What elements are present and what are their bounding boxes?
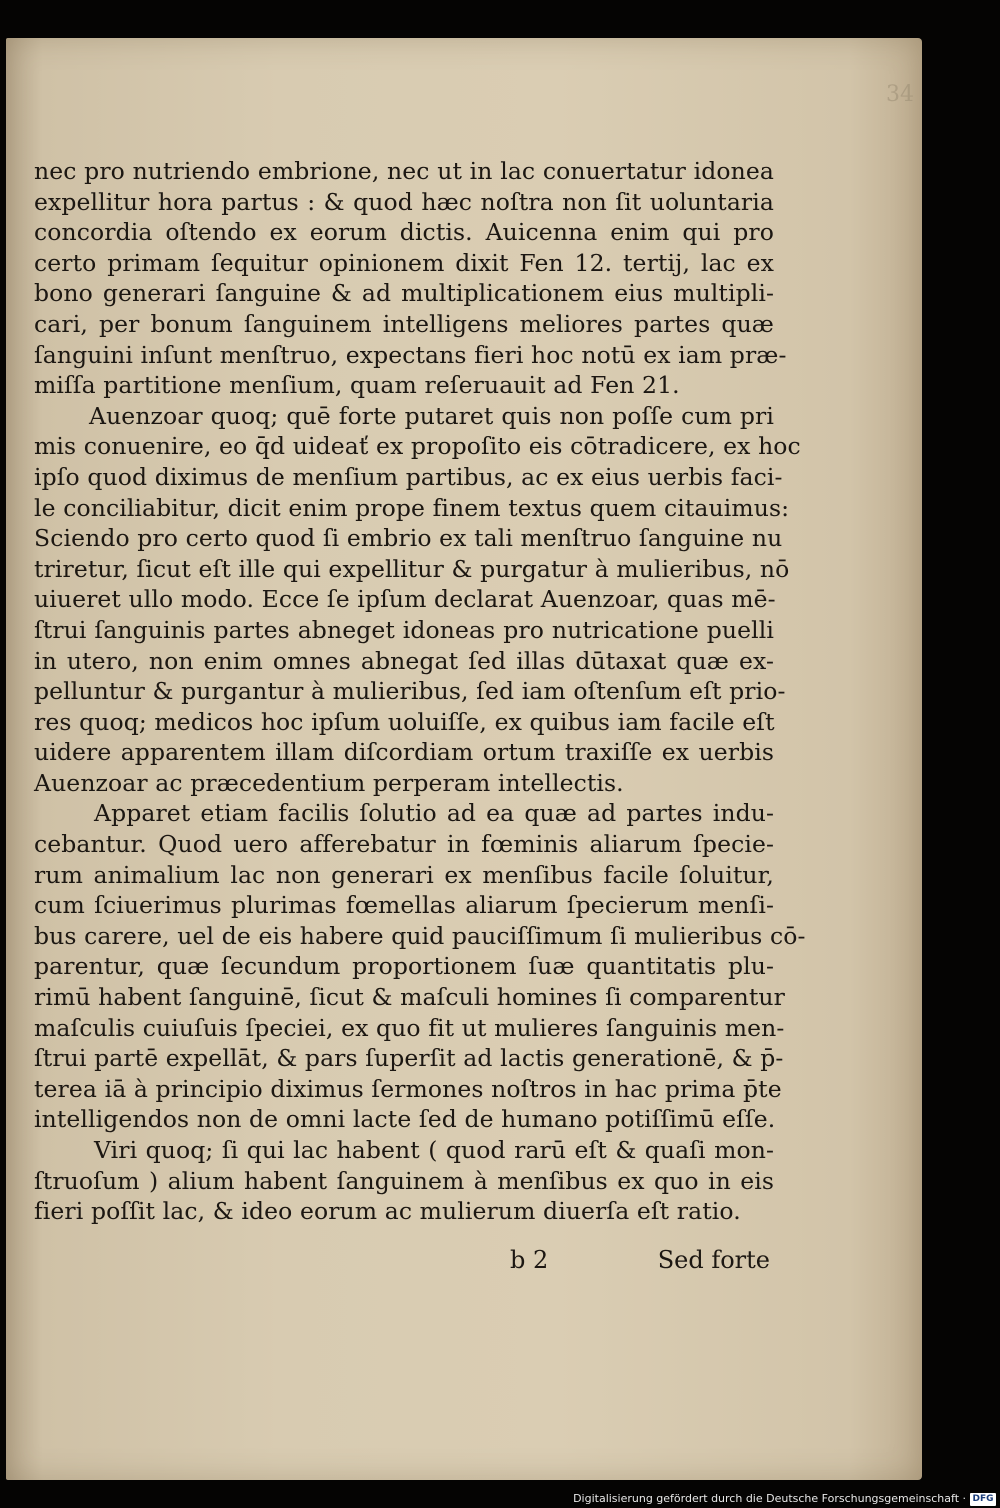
text-line: ſtruoſum ) alium habent ſanguinem à menſibus ex quo in eis (34, 1166, 774, 1195)
text-line: uidere apparentem illam diſcordiam ortum traxiſſe ex uerbis (34, 738, 774, 767)
text-line: Auenzoar ac præcedentium perperam intellectis. (34, 768, 624, 797)
text-line: pelluntur & purgantur à mulieribus, ſed iam oſtenſum eſt prio- (34, 677, 786, 706)
text-line: in utero, non enim omnes abnegat ſed illas dūtaxat quæ ex- (34, 646, 774, 675)
text-line: rum animalium lac non generari ex menſibus facile ſoluitur, (34, 860, 774, 889)
paragraph-start-line: Auenzoar quoq; quē forte putaret quis non poſſe cum pri (89, 401, 774, 430)
text-line: mis conuenire, eo q̄d uideať ex propoſito eis cōtradicere, ex hoc (34, 432, 801, 461)
text-line: fieri poſſit lac, & ideo eorum ac mulierum diuerſa eſt ratio. (34, 1197, 741, 1226)
catchword: Sed forte (657, 1246, 770, 1274)
folio-number: 34 (886, 82, 914, 107)
page-text (34, 156, 806, 1227)
text-line: certo primam ſequitur opinionem dixit Fen 12. tertij, lac ex (34, 248, 774, 277)
text-line: cebantur. Quod uero afferebatur in fœminis aliarum ſpecie- (34, 830, 774, 859)
text-line: miſſa partitione menſium, quam reſeruauit ad Fen 21. (34, 371, 680, 400)
book-page (6, 38, 922, 1480)
text-line: ſanguini inſunt menſtruo, expectans fieri hoc notū ex iam præ- (34, 340, 787, 369)
text-line: ipſo quod diximus de menſium partibus, ac ex eius uerbis faci- (34, 462, 783, 491)
text-line: ſtrui ſanguinis partes abneget idoneas pro nutricatione puelli (34, 615, 774, 644)
text-line: intelligendos non de omni lacte ſed de humano potiſſimū eſſe. (34, 1105, 776, 1134)
paragraph-start-line: Viri quoq; ſi qui lac habent ( quod rarū eſt & quaſi mon- (94, 1136, 774, 1164)
text-line: maſculis cuiuſuis ſpeciei, ex quo fit ut mulieres ſanguinis men- (34, 1013, 785, 1042)
digitization-credit: Digitalisierung gefördert durch die Deutsche Forschungsgemeinschaft · (573, 1492, 966, 1505)
text-line: uiueret ullo modo. Ecce ſe ipſum declarat Auenzoar, quas mē- (34, 585, 776, 614)
text-line: Sciendo pro certo quod ſi embrio ex tali menſtruo ſanguine nu (34, 524, 783, 553)
text-line: le conciliabitur, dicit enim prope finem textus quem citauimus: (34, 493, 790, 522)
text-line: terea iā à principio diximus ſermones noſtros in hac prima p̄te (34, 1074, 782, 1103)
signature-mark: b 2 (510, 1246, 549, 1274)
text-line: expellitur hora partus : & quod hæc noſtra non ſit uoluntaria (34, 187, 774, 216)
text-line: concordia oſtendo ex eorum dictis. Auicenna enim qui pro (34, 218, 774, 247)
text-line: bono generari ſanguine & ad multiplicationem eius multipli- (34, 279, 774, 308)
text-line: cum ſciuerimus plurimas fœmellas aliarum ſpecierum menſi- (34, 891, 774, 920)
dfg-logo-icon: DFG (970, 1493, 996, 1506)
text-line: bus carere, uel de eis habere quid pauciſſimum ſi mulieribus cō- (34, 921, 806, 950)
text-line: nec pro nutriendo embrione, nec ut in lac conuertatur idonea (34, 157, 774, 185)
text-line: ſtrui partē expellāt, & pars ſuperſit ad lactis generationē, & p̄- (34, 1044, 784, 1073)
text-line: rimū habent ſanguinē, ſicut & maſculi homines ſi comparentur (34, 983, 785, 1012)
text-line: res quoq; medicos hoc ipſum uoluiſſe, ex quibus iam facile eſt (34, 707, 775, 736)
text-line: triretur, ſicut eſt ille qui expellitur & purgatur à mulieribus, nō (34, 554, 790, 583)
text-line: cari, per bonum ſanguinem intelligens meliores partes quæ (34, 309, 774, 338)
page-footer (510, 1246, 770, 1280)
paragraph-start-line: Apparet etiam facilis ſolutio ad ea quæ ad partes indu- (94, 799, 774, 828)
text-line: parentur, quæ ſecundum proportionem ſuæ quantitatis plu- (34, 952, 774, 981)
